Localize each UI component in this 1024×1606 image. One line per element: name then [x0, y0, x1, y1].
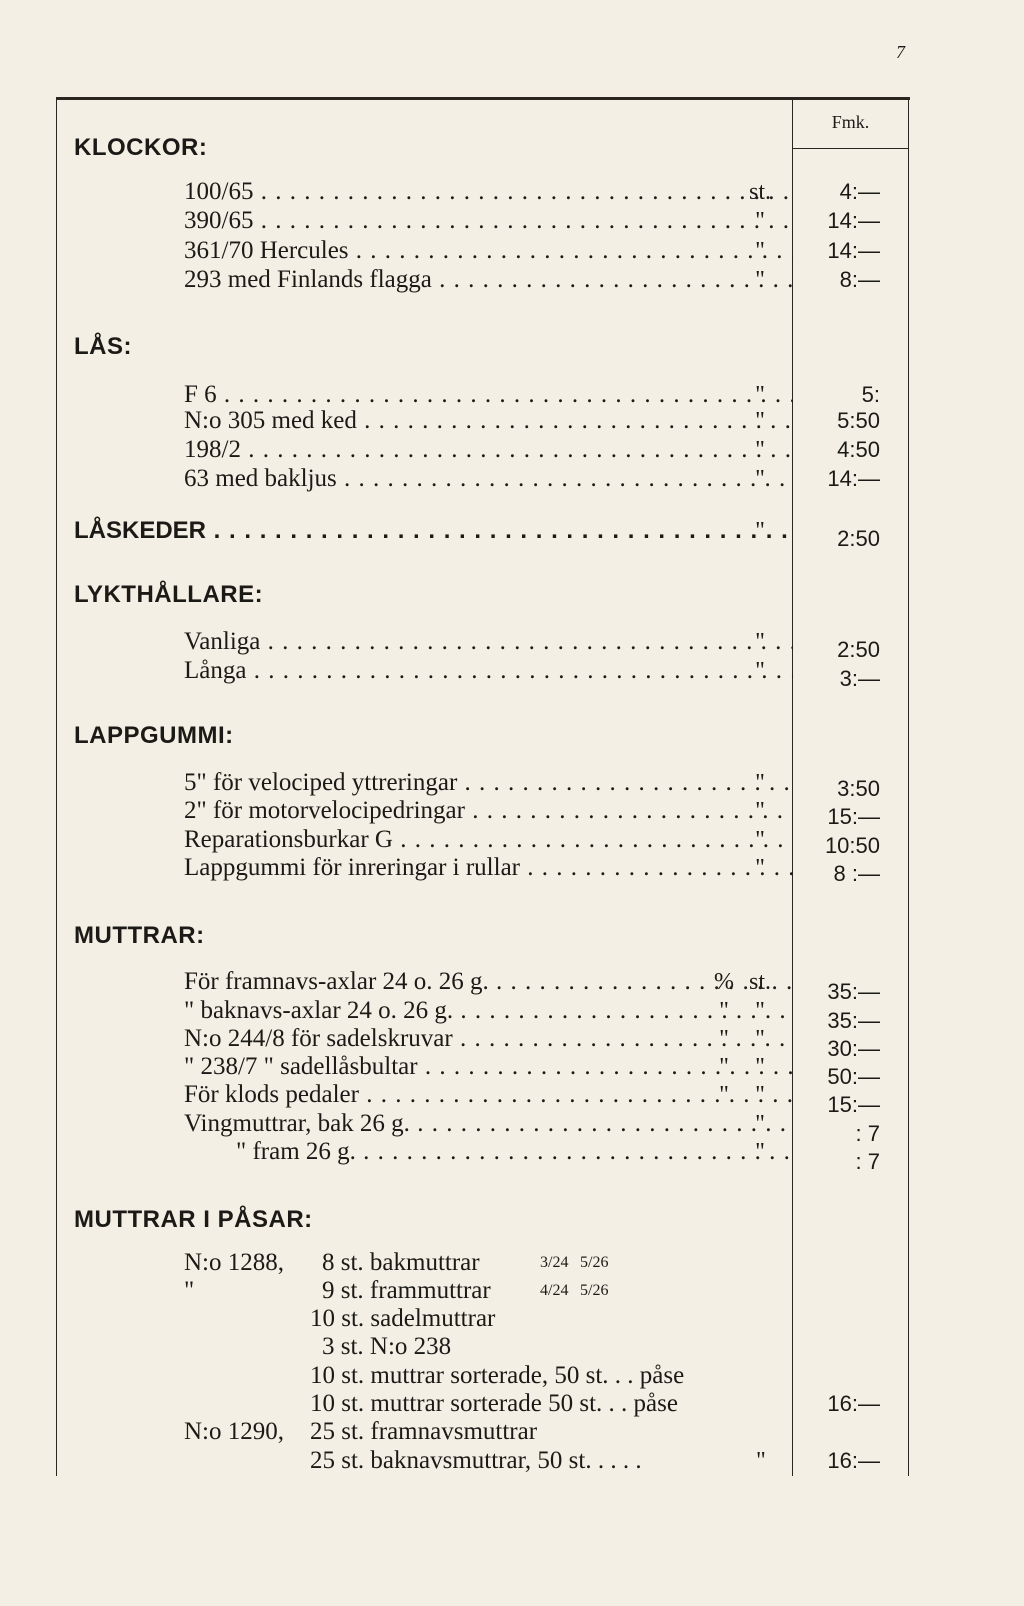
currency-header-rule [793, 148, 908, 149]
unit-mark: st. [748, 969, 771, 995]
unit-mark: " [755, 208, 765, 234]
unit-mark: " [755, 770, 765, 796]
price-row [0, 825, 880, 858]
unit-mark: " [755, 466, 765, 492]
item-name: " fram 26 g. . . . [236, 1137, 793, 1167]
section-heading-klockor: KLOCKOR: [74, 134, 208, 161]
bag-desc: 10 st. muttrar sorterade, 50 st. . . påse [310, 1362, 685, 1389]
unit-mark: " [755, 1026, 765, 1052]
price-row [0, 265, 880, 295]
item-name: 2" för motorvelocipedringar . . . [184, 796, 793, 826]
price-row [0, 627, 880, 662]
unit-mark: " [755, 437, 765, 463]
price-row [0, 435, 880, 465]
price-row [0, 853, 880, 886]
price-row [0, 464, 880, 494]
size-fraction-2: 5/26 [580, 1254, 609, 1271]
size-fraction-2: 5/26 [580, 1282, 609, 1299]
bag-desc: 25 st. framnavsmuttrar [310, 1418, 538, 1445]
section-heading-laskeder: LÅSKEDER . . . [74, 516, 793, 546]
bag-desc: 9 st. frammuttrar [322, 1277, 491, 1304]
unit-mark: " [755, 267, 765, 293]
item-name: 5" för velociped yttreringar . . . [184, 768, 793, 798]
item-name: N:o 305 med ked . . . [184, 406, 793, 436]
top-rule [56, 97, 910, 100]
item-price: : 7 [855, 1149, 880, 1174]
price-row [0, 177, 880, 207]
item-name: 293 med Finlands flagga . . . [184, 265, 793, 295]
bag-row [0, 1417, 793, 1447]
price-row [0, 1024, 880, 1061]
item-price: 15:— [827, 804, 880, 829]
size-fraction-1: 3/24 [540, 1254, 569, 1271]
unit-mark: " [755, 998, 765, 1024]
unit-mark: " [755, 408, 765, 434]
item-name: 100/65 . . . [184, 177, 793, 207]
item-price: 3:— [839, 666, 880, 691]
page-number: 7 [896, 42, 905, 62]
size-fraction-1: 4/24 [540, 1282, 569, 1299]
unit-mark: " [755, 658, 765, 684]
price-row [0, 796, 880, 829]
item-price: 50:— [827, 1064, 880, 1089]
item-price: 5: [861, 382, 880, 407]
item-name: Vanliga . . . [184, 627, 793, 657]
item-name: För framnavs-axlar 24 o. 26 g. . . . [184, 967, 793, 997]
bag-number: " [184, 1277, 195, 1304]
item-name: Reparationsburkar G . . . [184, 825, 793, 855]
bag-row [0, 1332, 793, 1362]
price-row [0, 768, 880, 801]
bag-row [0, 1248, 793, 1278]
price-row [0, 516, 880, 551]
item-name: 390/65 . . . [184, 206, 793, 236]
item-price: 2:50 [837, 526, 880, 551]
price-row [0, 406, 880, 436]
item-name: N:o 244/8 för sadelskruvar . . . [184, 1024, 793, 1054]
item-name: 198/2 . . . [184, 435, 793, 465]
section-heading-muttrar-i-pasar: MUTTRAR I PÅSAR: [74, 1206, 313, 1233]
item-price: 16:— [827, 1391, 880, 1416]
item-price: 8:— [839, 267, 880, 292]
item-price: 16:— [827, 1448, 880, 1473]
bag-desc: 25 st. baknavsmuttrar, 50 st. . . . . [310, 1447, 642, 1474]
item-name: Långa . . . [184, 656, 793, 686]
item-price: 3:50 [837, 776, 880, 801]
price-row [0, 1080, 880, 1117]
item-name: Lappgummi för inreringar i rullar . . . [184, 853, 793, 883]
unit-mark: " [755, 518, 765, 544]
price-row [0, 996, 880, 1033]
unit-mark: " [756, 1448, 766, 1474]
unit-mark: " [755, 855, 765, 881]
item-price: 5:50 [837, 408, 880, 433]
item-price: 35:— [827, 1008, 880, 1033]
right-border [908, 100, 909, 1476]
item-price: 15:— [827, 1092, 880, 1117]
bag-number: N:o 1288, [184, 1249, 284, 1276]
unit-mark: " [755, 1139, 765, 1165]
item-name: " baknavs-axlar 24 o. 26 g. . . . [184, 996, 793, 1026]
pct-mark: " [719, 1054, 729, 1080]
item-name: 361/70 Hercules . . . [184, 236, 793, 266]
price-row [0, 656, 880, 691]
item-price: 2:50 [837, 637, 880, 662]
bag-desc: 3 st. N:o 238 [322, 1333, 452, 1360]
price-row [0, 236, 880, 266]
price-row [0, 967, 880, 1004]
pct-mark: " [719, 998, 729, 1024]
pct-mark: % [714, 969, 734, 995]
unit-mark: " [755, 827, 765, 853]
section-heading-muttrar: MUTTRAR: [74, 922, 205, 949]
section-heading-las: LÅS: [74, 333, 132, 360]
price-row [0, 1109, 880, 1146]
bag-row [0, 1304, 793, 1334]
section-heading-lappgummi: LAPPGUMMI: [74, 722, 234, 749]
item-price: 30:— [827, 1036, 880, 1061]
item-name: " 238/7 " sadellåsbultar . . . [184, 1052, 793, 1082]
bag-desc: 10 st. muttrar sorterade 50 st. . . påse [310, 1390, 678, 1417]
bag-row [0, 1389, 880, 1419]
price-row [0, 1137, 880, 1174]
pct-mark: " [719, 1082, 729, 1108]
unit-mark: " [755, 629, 765, 655]
bag-number: N:o 1290, [184, 1418, 284, 1445]
unit-mark: " [755, 1082, 765, 1108]
price-row [0, 1052, 880, 1089]
item-price: 14:— [827, 208, 880, 233]
unit-mark: " [755, 798, 765, 824]
unit-mark: " [755, 1111, 765, 1137]
item-price: 14:— [827, 238, 880, 263]
pct-mark: " [719, 1026, 729, 1052]
section-heading-lykthallare: LYKTHÅLLARE: [74, 581, 264, 608]
bag-row [0, 1446, 880, 1476]
bag-desc: 10 st. sadelmuttrar [310, 1305, 496, 1332]
item-price: 8 :— [833, 861, 880, 886]
item-price: 4:— [839, 179, 880, 204]
unit-mark: st. [748, 179, 771, 205]
item-price: 14:— [827, 466, 880, 491]
item-name: F 6 . . . [184, 380, 793, 410]
unit-mark: " [755, 1054, 765, 1080]
bag-desc: 8 st. bakmuttrar [322, 1249, 480, 1276]
item-name: För klods pedaler . . . [184, 1080, 793, 1110]
bag-row [0, 1276, 793, 1306]
currency-header: Fmk. [831, 112, 870, 132]
item-price: : 7 [855, 1121, 880, 1146]
item-name: Vingmuttrar, bak 26 g. . . . [184, 1109, 793, 1139]
unit-mark: " [755, 238, 765, 264]
price-row [0, 206, 880, 236]
unit-mark: " [755, 382, 765, 408]
item-name: 63 med bakljus . . . [184, 464, 793, 494]
item-price: 35:— [827, 979, 880, 1004]
item-price: 4:50 [837, 437, 880, 462]
item-price: 10:50 [824, 833, 880, 858]
bag-row [0, 1361, 793, 1391]
